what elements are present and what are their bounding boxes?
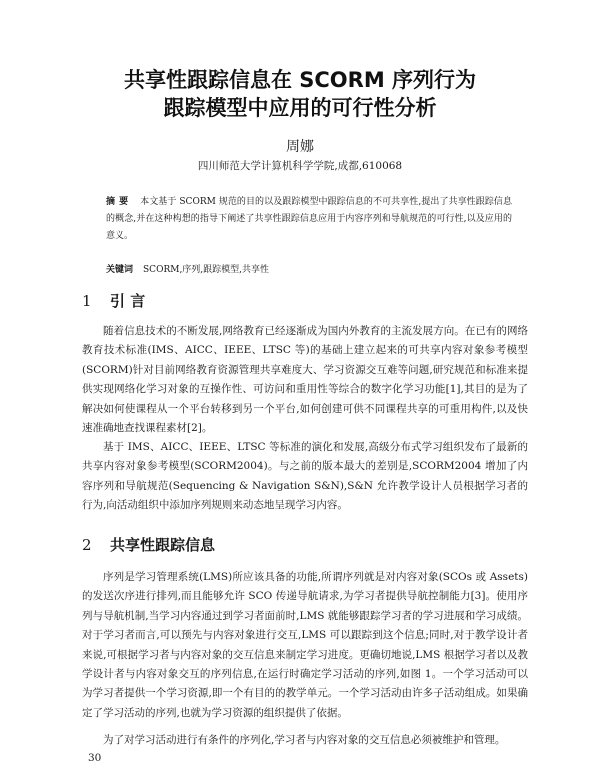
author-name: 周娜: [286, 139, 314, 155]
section-number: 2: [82, 536, 92, 554]
abstract-label: 摘要: [106, 197, 133, 207]
body-paragraph: 为了对学习活动进行有条件的序列化,学习者与内容对象的交互信息必须被维护和管理。: [103, 734, 506, 746]
body-paragraph: 随着信息技术的不断发展,网络教育已经逐渐成为国内外教育的主流发展方向。在已有的网络教育技术标准(IMS、AICC、IEEE、LTSC 等)的基础上建立起来的可共享内容对象参考模型(SCORM)针对目前网络教育资源管理共享难度大、学习资源交互难等问题,研究规范和标准来提供实现网络化学习对象的互操作性、可访问和重用性等综合的数字化学习功能[1],其目的是为了解决如何使课程从一个平台转移到另一个平台,如何创建可供不同课程共享的可重用构件,以及快速准确地查找课程素材[2]。: [82, 325, 528, 435]
keywords-label: 关键词: [106, 265, 134, 275]
section-title: 引 言: [110, 292, 146, 310]
paper-title-line-2: 跟踪模型中应用的可行性分析: [163, 96, 437, 120]
author-affiliation: 四川师范大学计算机科学学院,成都,610068: [197, 160, 403, 172]
section-heading-shared-tracking: [82, 534, 215, 555]
body-paragraph: 序列是学习管理系统(LMS)所应该具备的功能,所谓序列就是对内容对象(SCOs 或 Assets)的发送次序进行排列,而且能够允许 SCO 传递导航请求,为学习者提供导航控制能力[3]。使用序列与导航机制,当学习内容通过到学习者面前时,LMS 就能够跟踪学习者的学习进展和学习成绩。对于学习者而言,可以预先与内容对象进行交互,LMS 可以跟踪到这个信息;同时,对于教学设计者来说,可根据学习者与内容对象的交互信息来制定学习进度。更确切地说,LMS 根据学习者以及教学设计者与内容对象交互的序列信息,在运行时确定学习活动的序列,如图 1。一个学习活动可以为学习者提供一个学习资源,即一个有目的的教学单元。一个学习活动由许多子活动组成。如果确定了学习活动的序列,也就为学习资源的组织提供了依据。: [82, 571, 528, 719]
keywords: [106, 262, 512, 275]
paper-title-line-1: 共享性跟踪信息在 SCORM 序列行为: [123, 68, 477, 92]
section-number: 1: [82, 292, 92, 310]
body-paragraph: 基于 IMS、AICC、IEEE、LTSC 等标准的演化和发展,高级分布式学习组织发布了最新的共享内容对象参考模型(SCORM2004)。与之前的版本最大的差别是,SCORM2004 增加了内容序列和导航规范(Sequencing & Navigation S&N),S&N 允许教学设计人员根据学习者的行为,向活动组织中添加序列规则来动态地呈现学习内容。: [82, 441, 528, 512]
section-title: 共享性跟踪信息: [110, 536, 216, 554]
keywords-text: SCORM,序列,跟踪模型,共享性: [143, 265, 270, 275]
abstract: [106, 194, 512, 245]
page-number: 30: [88, 752, 102, 764]
section-heading-introduction: [82, 290, 145, 311]
abstract-text: 本文基于 SCORM 规范的目的以及跟踪模型中跟踪信息的不可共享性,提出了共享性跟踪信息的概念,并在这种构想的指导下阐述了共享性跟踪信息应用于内容序列和导航规范的可行性,以及应用的意义。: [106, 197, 512, 241]
